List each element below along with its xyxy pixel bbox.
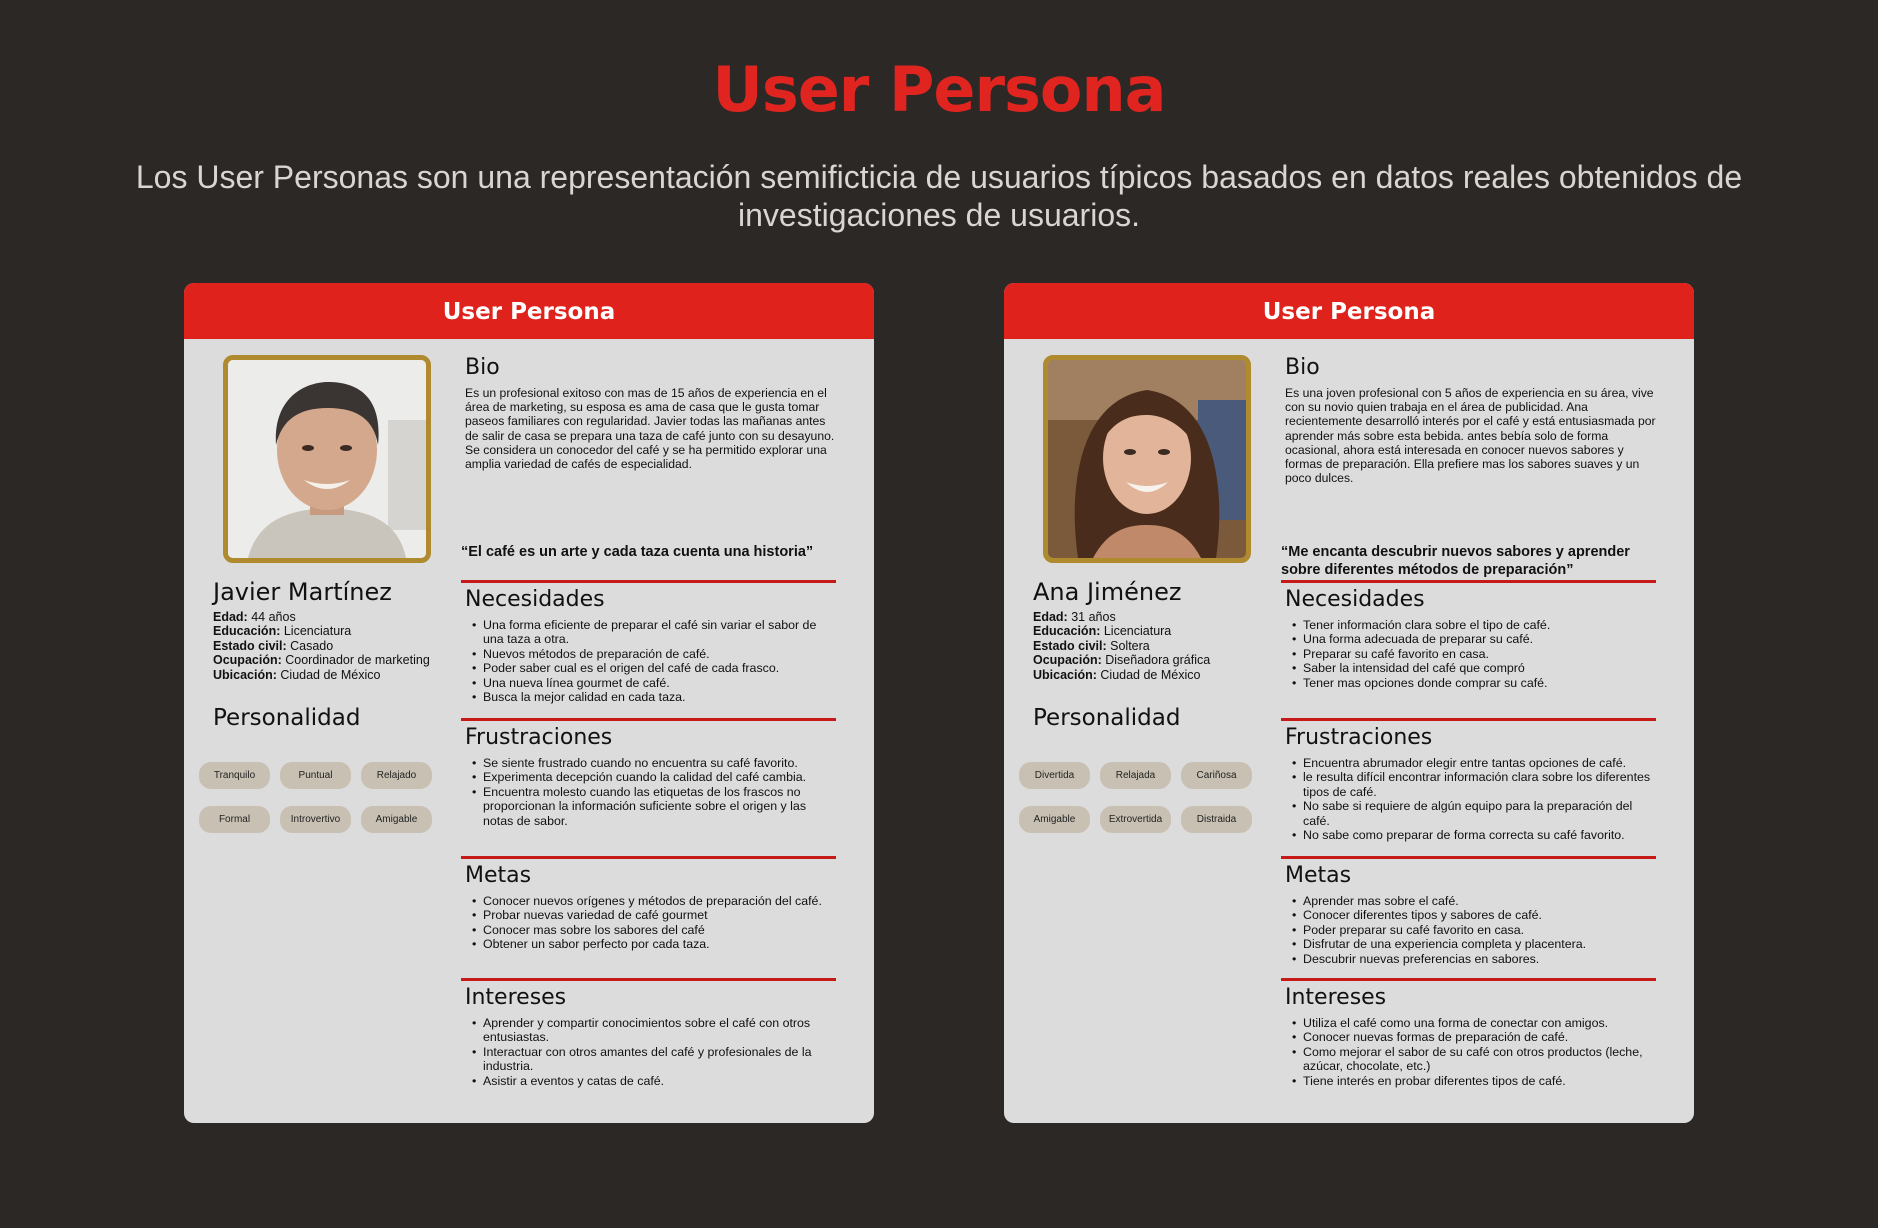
section-title: Frustraciones (465, 725, 613, 750)
trait-chip: Amigable (1019, 806, 1090, 833)
needs-list (1281, 618, 1656, 690)
frustrations-section (1281, 718, 1656, 842)
goals-section (461, 856, 836, 952)
demographics (1033, 610, 1273, 682)
bio-title: Bio (465, 355, 500, 380)
list-item: • Interactuar con otros amantes del café y profesionales de la industria. (483, 1045, 836, 1074)
demographics (213, 610, 453, 682)
intro-text: Los User Personas son una representación semificticia de usuarios típicos basados en datos reales obtenidos de investigaciones de usuarios. (135, 159, 1743, 233)
interests-list (1281, 1016, 1656, 1088)
persona-quote: “Me encanta descubrir nuevos sabores y aprender sobre diferentes métodos de preparación” (1281, 544, 1630, 578)
section-title: Metas (1285, 863, 1352, 888)
list-item: • Una nueva línea gourmet de café. (483, 676, 836, 690)
list-item: • Descubrir nuevas preferencias en sabores. (1303, 952, 1656, 966)
list-item: • Se siente frustrado cuando no encuentra su café favorito. (483, 756, 836, 770)
location-row: Ubicación: Ciudad de México (213, 667, 381, 682)
goals-list (1281, 894, 1656, 966)
frustrations-list (461, 756, 836, 828)
bio-block (461, 355, 836, 471)
bio-title: Bio (1285, 355, 1320, 380)
civil-status-row: Estado civil: Soltera (1033, 638, 1150, 653)
trait-chip: Distraida (1181, 806, 1252, 833)
persona-card-javier (184, 283, 874, 1123)
needs-list (461, 618, 836, 704)
trait-chip: Relajado (361, 762, 432, 789)
needs-section (1281, 580, 1656, 690)
list-item: • Tener información clara sobre el tipo de café. (1303, 618, 1656, 632)
bio-block (1281, 355, 1656, 485)
needs-section (461, 580, 836, 704)
card-header: User Persona (1004, 283, 1694, 339)
list-item: • Una forma adecuada de preparar su café. (1303, 632, 1656, 646)
bio-text: Es un profesional exitoso con mas de 15 años de experiencia en el área de marketing, su esposa es ama de casa que le gusta tomar paseos familiares con regularidad. Javier todas las mañanas antes de salir de casa se prepara una taza de café junto con su desayuno. Se considera un conocedor del café y se ha permitido explorar una amplia variedad de cafés de especialidad. (465, 386, 835, 472)
list-item: • le resulta difícil encontrar información clara sobre los diferentes tipos de café. (1303, 770, 1656, 799)
personality-title: Personalidad (213, 705, 361, 731)
goals-section (1281, 856, 1656, 966)
list-item: • Nuevos métodos de preparación de café. (483, 647, 836, 661)
list-item: • Una forma eficiente de preparar el café sin variar el sabor de una taza a otra. (483, 618, 836, 647)
persona-name: Ana Jiménez (1033, 578, 1182, 606)
list-item: • Obtener un sabor perfecto por cada taza. (483, 937, 836, 951)
trait-chip: Amigable (361, 806, 432, 833)
list-item: • Busca la mejor calidad en cada taza. (483, 690, 836, 704)
man-portrait-photo (223, 355, 431, 563)
interests-section (461, 978, 836, 1088)
trait-chip: Formal (199, 806, 270, 833)
list-item: • Conocer mas sobre los sabores del café (483, 923, 836, 937)
list-item: • No sabe si requiere de algún equipo para la preparación del café. (1303, 799, 1656, 828)
list-item: • Encuentra molesto cuando las etiquetas de los frascos no proporcionan la información suficiente sobre el origen y las notas de sabor. (483, 785, 836, 828)
list-item: • Conocer diferentes tipos y sabores de café. (1303, 908, 1656, 922)
personality-chips (199, 762, 439, 833)
list-item: • No sabe como preparar de forma correcta su café favorito. (1303, 828, 1656, 842)
education-row: Educación: Licenciatura (213, 624, 352, 639)
persona-name: Javier Martínez (213, 578, 392, 606)
persona-card-ana (1004, 283, 1694, 1123)
list-item: • Poder preparar su café favorito en casa. (1303, 923, 1656, 937)
frustrations-section (461, 718, 836, 828)
list-item: • Asistir a eventos y catas de café. (483, 1074, 836, 1088)
list-item: • Conocer nuevos orígenes y métodos de preparación del café. (483, 894, 836, 908)
list-item: • Aprender y compartir conocimientos sobre el café con otros entusiastas. (483, 1016, 836, 1045)
list-item: • Saber la intensidad del café que compró (1303, 661, 1656, 675)
list-item: • Utiliza el café como una forma de conectar con amigos. (1303, 1016, 1656, 1030)
trait-chip: Cariñosa (1181, 762, 1252, 789)
age-row: Edad: 31 años (1033, 610, 1116, 624)
persona-quote: “El café es un arte y cada taza cuenta una historia” (461, 544, 814, 560)
age-row: Edad: 44 años (213, 610, 296, 624)
trait-chip: Relajada (1100, 762, 1171, 789)
trait-chip: Puntual (280, 762, 351, 789)
interests-section (1281, 978, 1656, 1088)
section-title: Frustraciones (1285, 725, 1433, 750)
section-title: Necesidades (1285, 587, 1425, 612)
list-item: • Aprender mas sobre el café. (1303, 894, 1656, 908)
occupation-row: Ocupación: Diseñadora gráfica (1033, 653, 1211, 668)
trait-chip: Tranquilo (199, 762, 270, 789)
trait-chip: Extrovertida (1100, 806, 1171, 833)
location-row: Ubicación: Ciudad de México (1033, 667, 1201, 682)
trait-chip: Introvertivo (280, 806, 351, 833)
education-row: Educación: Licenciatura (1033, 624, 1172, 639)
list-item: • Como mejorar el sabor de su café con otros productos (leche, azúcar, chocolate, etc.) (1303, 1045, 1656, 1074)
section-title: Metas (465, 863, 532, 888)
section-title: Necesidades (465, 587, 605, 612)
interests-list (461, 1016, 836, 1088)
goals-list (461, 894, 836, 952)
list-item: • Disfrutar de una experiencia completa y placentera. (1303, 937, 1656, 951)
civil-status-row: Estado civil: Casado (213, 638, 334, 653)
personality-title: Personalidad (1033, 705, 1181, 731)
occupation-row: Ocupación: Coordinador de marketing (213, 653, 430, 668)
section-title: Intereses (1285, 985, 1387, 1010)
personality-chips (1019, 762, 1259, 833)
page-title: User Persona (712, 53, 1166, 126)
list-item: • Tener mas opciones donde comprar su café. (1303, 676, 1656, 690)
list-item: • Probar nuevas variedad de café gourmet (483, 908, 836, 922)
frustrations-list (1281, 756, 1656, 842)
list-item: • Conocer nuevas formas de preparación de café. (1303, 1030, 1656, 1044)
woman-portrait-photo (1043, 355, 1251, 563)
list-item: • Poder saber cual es el origen del café de cada frasco. (483, 661, 836, 675)
list-item: • Tiene interés en probar diferentes tipos de café. (1303, 1074, 1656, 1088)
section-title: Intereses (465, 985, 567, 1010)
trait-chip: Divertida (1019, 762, 1090, 789)
list-item: • Encuentra abrumador elegir entre tantas opciones de café. (1303, 756, 1656, 770)
list-item: • Preparar su café favorito en casa. (1303, 647, 1656, 661)
list-item: • Experimenta decepción cuando la calidad del café cambia. (483, 770, 836, 784)
bio-text: Es una joven profesional con 5 años de experiencia en su área, vive con su novio quien trabaja en el área de publicidad. Ana recientemente desarrolló interés por el café y está entusiasmada por aprender más sobre esta bebida. antes bebía solo de forma ocasional, ahora está interesada en conocer nuevos sabores y formas de preparación. Ella prefiere mas los sabores suaves y un poco dulces. (1285, 386, 1656, 486)
card-header: User Persona (184, 283, 874, 339)
